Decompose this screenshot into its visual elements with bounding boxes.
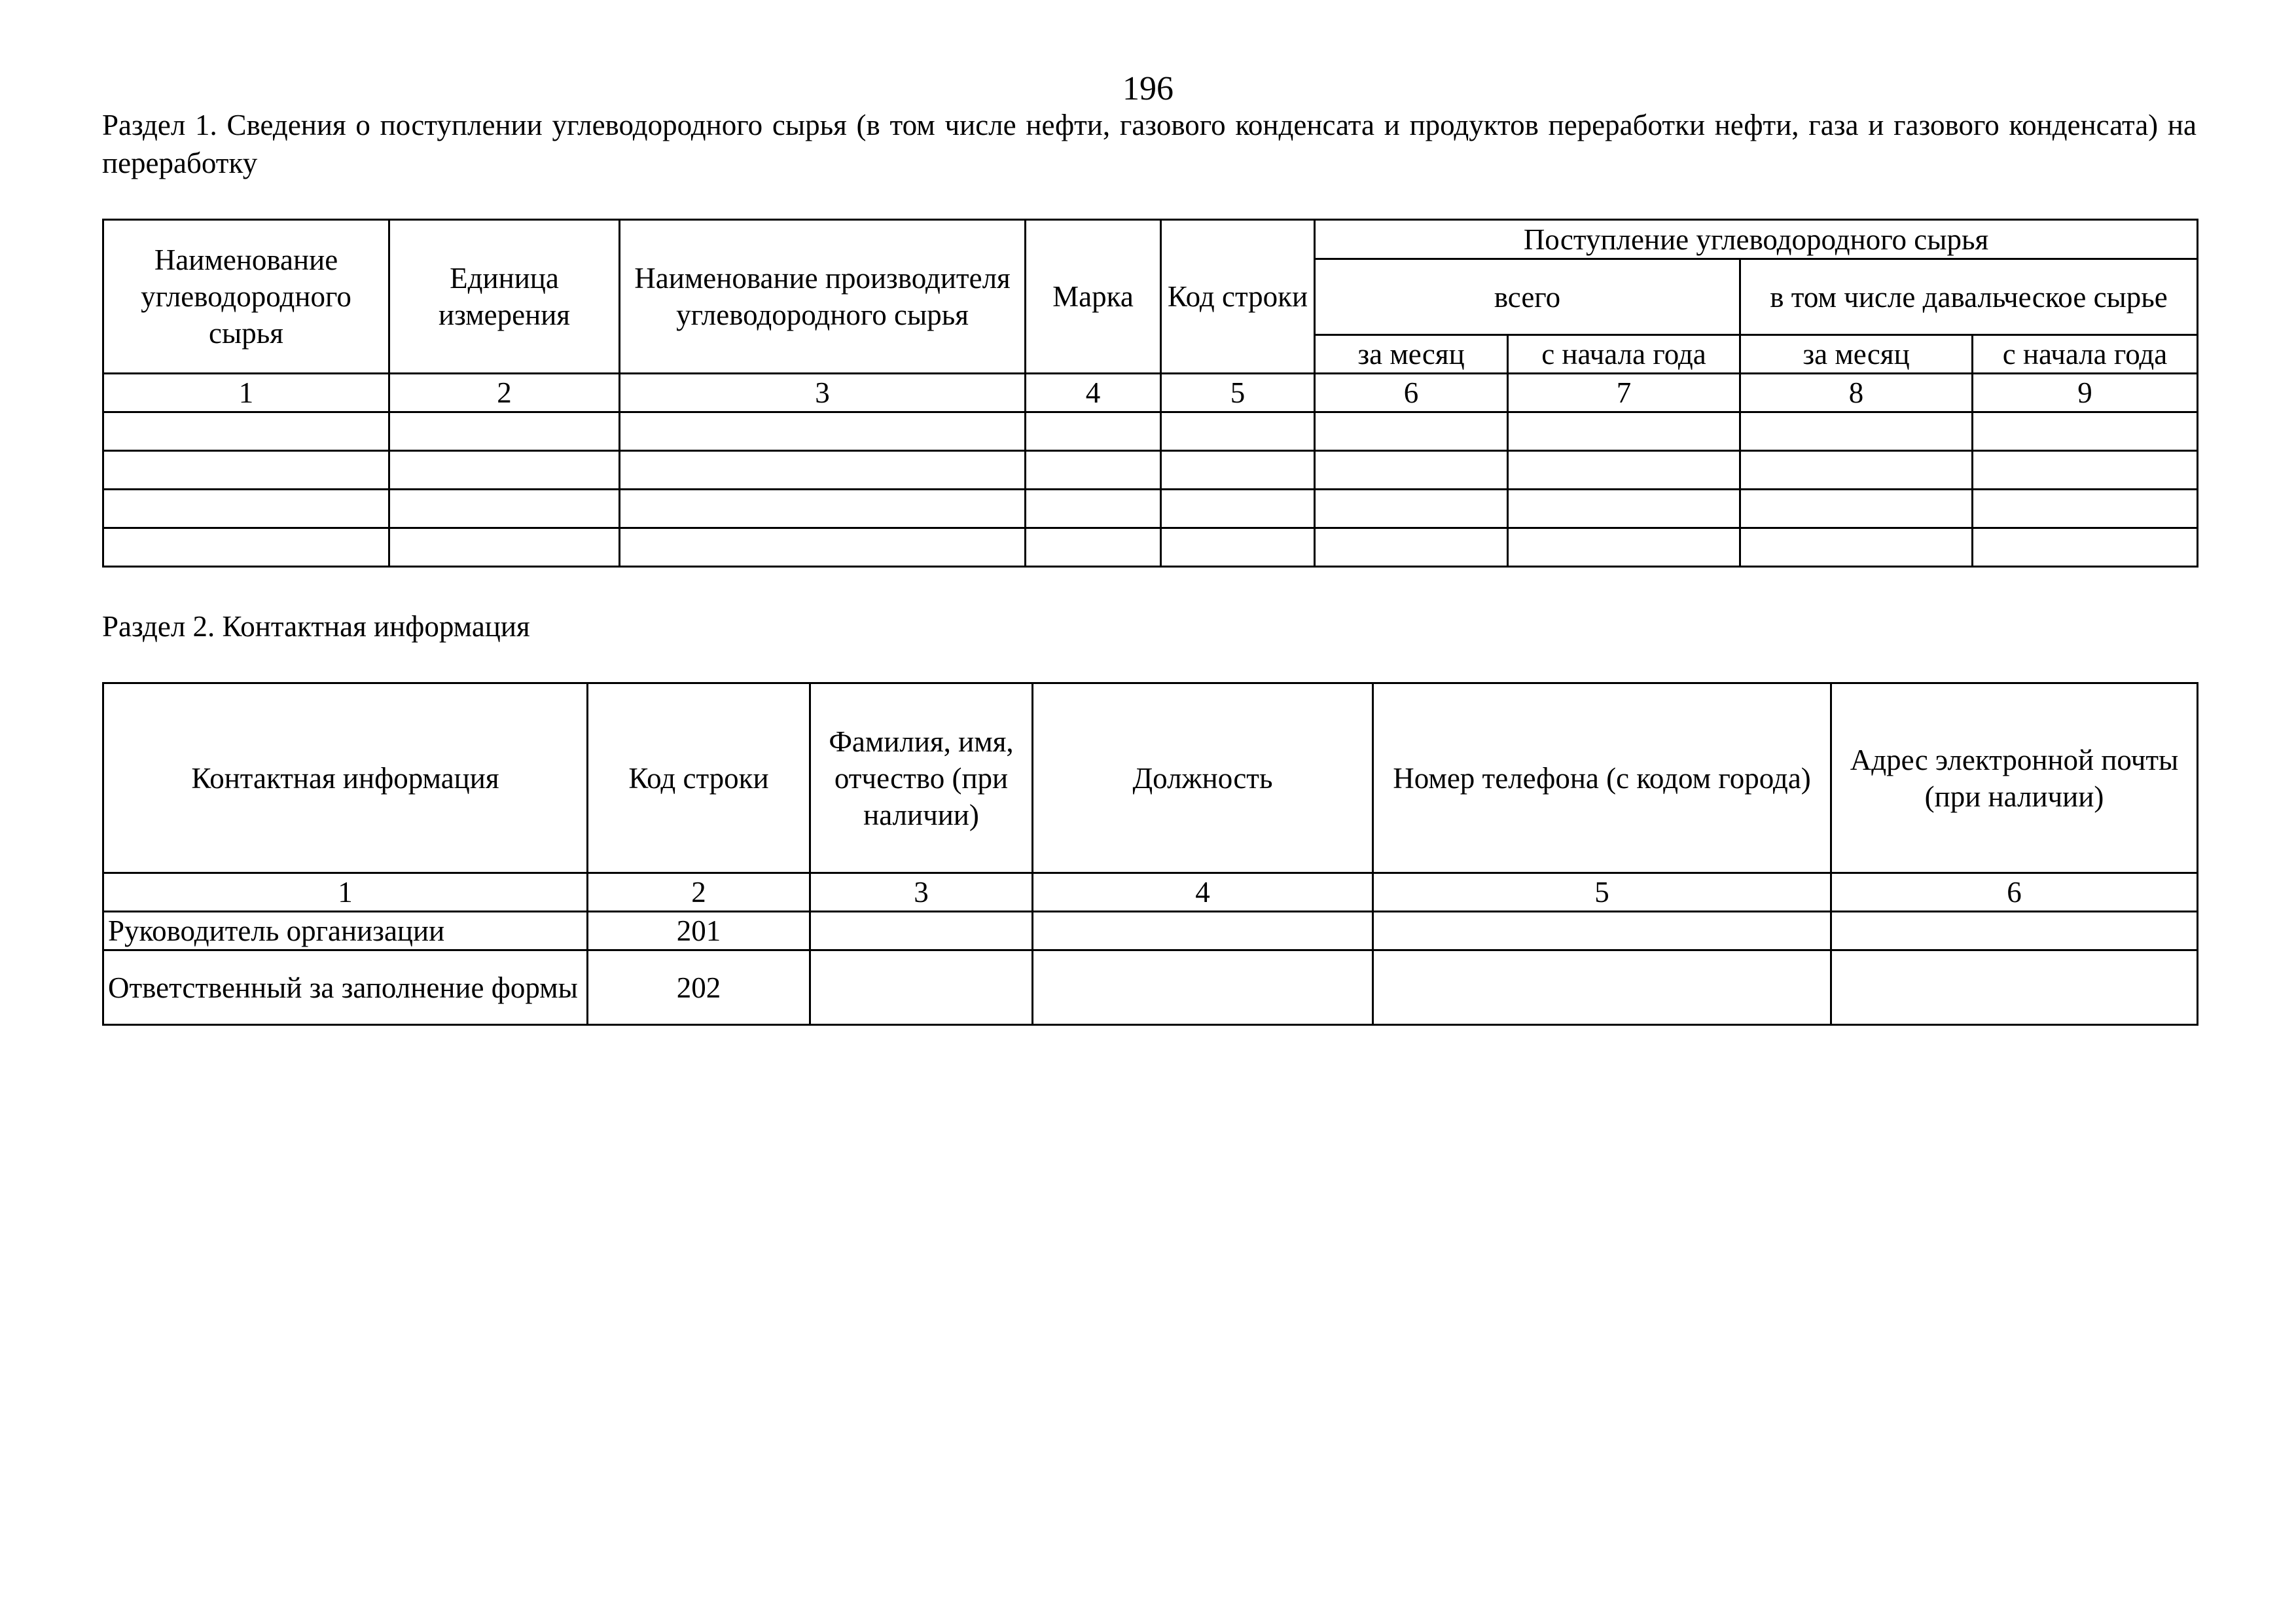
column-number: 4 — [1026, 374, 1161, 412]
table-cell[interactable] — [103, 490, 389, 528]
row-label: Руководитель организации — [103, 912, 588, 950]
column-number: 3 — [810, 873, 1033, 912]
row-code: 201 — [588, 912, 810, 950]
table-cell[interactable] — [1508, 528, 1740, 567]
column-number: 2 — [389, 374, 620, 412]
header-tolling-ytd: с начала года — [1973, 335, 2198, 374]
table-cell[interactable] — [1315, 412, 1508, 451]
table-cell[interactable] — [1508, 412, 1740, 451]
table-cell[interactable] — [1161, 412, 1315, 451]
table-cell[interactable] — [1508, 490, 1740, 528]
column-number: 1 — [103, 873, 588, 912]
table-cell[interactable] — [1740, 528, 1973, 567]
table-cell[interactable] — [1973, 528, 2198, 567]
table-cell[interactable] — [1973, 412, 2198, 451]
header-producer-name: Наименование производителя углеводородного сырья — [620, 220, 1026, 374]
table-row — [103, 912, 2198, 950]
table-cell[interactable] — [1026, 412, 1161, 451]
table-cell[interactable] — [1161, 451, 1315, 490]
column-number: 9 — [1973, 374, 2198, 412]
column-number: 3 — [620, 374, 1026, 412]
column-number: 6 — [1831, 873, 2198, 912]
header-total-month: за месяц — [1315, 335, 1508, 374]
header-grade: Марка — [1026, 220, 1161, 374]
table-row — [103, 451, 2198, 490]
table-cell[interactable] — [620, 451, 1026, 490]
table-cell[interactable] — [389, 490, 620, 528]
column-number: 8 — [1740, 374, 1973, 412]
header-phone: Номер телефона (с кодом города) — [1373, 683, 1831, 873]
header-row-code: Код строки — [1161, 220, 1315, 374]
table-row — [103, 950, 2198, 1025]
header-row-code: Код строки — [588, 683, 810, 873]
header-position: Должность — [1033, 683, 1373, 873]
header-raw-material-name: Наименование углеводородного сырья — [103, 220, 389, 374]
table-cell[interactable] — [1508, 451, 1740, 490]
header-contact-info: Контактная информация — [103, 683, 588, 873]
table-cell[interactable] — [103, 528, 389, 567]
column-number: 1 — [103, 374, 389, 412]
table-cell[interactable] — [1373, 950, 1831, 1025]
column-numbers-row — [103, 374, 2198, 412]
table-cell[interactable] — [1026, 490, 1161, 528]
table-cell[interactable] — [1973, 490, 2198, 528]
column-number: 7 — [1508, 374, 1740, 412]
section-2-title: Раздел 2. Контактная информация — [102, 610, 530, 643]
table-cell[interactable] — [389, 528, 620, 567]
section-1-title: Раздел 1. Сведения о поступлении углеводородного сырья (в том числе нефти, газового конденсата и продуктов переработки нефти, газа и газового конденсата) на переработку — [102, 109, 2197, 179]
table-cell[interactable] — [810, 950, 1033, 1025]
contact-info-table — [102, 682, 2198, 1026]
table-cell[interactable] — [1315, 528, 1508, 567]
header-total: всего — [1315, 259, 1740, 335]
table-cell[interactable] — [1740, 490, 1973, 528]
table-cell[interactable] — [620, 490, 1026, 528]
header-tolling: в том числе давальческое сырье — [1740, 259, 2198, 335]
table-cell[interactable] — [620, 412, 1026, 451]
header-email: Адрес электронной почты (при наличии) — [1831, 683, 2198, 873]
table-cell[interactable] — [1973, 451, 2198, 490]
table-cell[interactable] — [1315, 490, 1508, 528]
row-code: 202 — [588, 950, 810, 1025]
table-cell[interactable] — [1831, 950, 2198, 1025]
header-tolling-month: за месяц — [1740, 335, 1973, 374]
table-cell[interactable] — [1161, 490, 1315, 528]
header-unit: Единица измерения — [389, 220, 620, 374]
table-cell[interactable] — [1740, 451, 1973, 490]
row-label: Ответственный за заполнение формы — [103, 950, 588, 1025]
table-cell[interactable] — [1315, 451, 1508, 490]
header-full-name: Фамилия, имя, отчество (при наличии) — [810, 683, 1033, 873]
column-number: 6 — [1315, 374, 1508, 412]
table-cell[interactable] — [1740, 412, 1973, 451]
table-cell[interactable] — [810, 912, 1033, 950]
table-cell[interactable] — [1026, 451, 1161, 490]
header-total-ytd: с начала года — [1508, 335, 1740, 374]
table-cell[interactable] — [1831, 912, 2198, 950]
table-cell[interactable] — [620, 528, 1026, 567]
table-row — [103, 412, 2198, 451]
table-cell[interactable] — [389, 412, 620, 451]
header-receipt-group: Поступление углеводородного сырья — [1315, 220, 2198, 259]
raw-materials-table — [102, 219, 2198, 568]
column-number: 5 — [1161, 374, 1315, 412]
column-number: 2 — [588, 873, 810, 912]
column-number: 5 — [1373, 873, 1831, 912]
column-number: 4 — [1033, 873, 1373, 912]
table-cell[interactable] — [389, 451, 620, 490]
table-cell[interactable] — [1373, 912, 1831, 950]
table-cell[interactable] — [1026, 528, 1161, 567]
table-cell[interactable] — [103, 451, 389, 490]
page-number: 196 — [1122, 70, 1174, 107]
table-row — [103, 528, 2198, 567]
table-cell[interactable] — [103, 412, 389, 451]
column-numbers-row — [103, 873, 2198, 912]
table-cell[interactable] — [1033, 950, 1373, 1025]
table-row — [103, 490, 2198, 528]
table-cell[interactable] — [1161, 528, 1315, 567]
table-cell[interactable] — [1033, 912, 1373, 950]
